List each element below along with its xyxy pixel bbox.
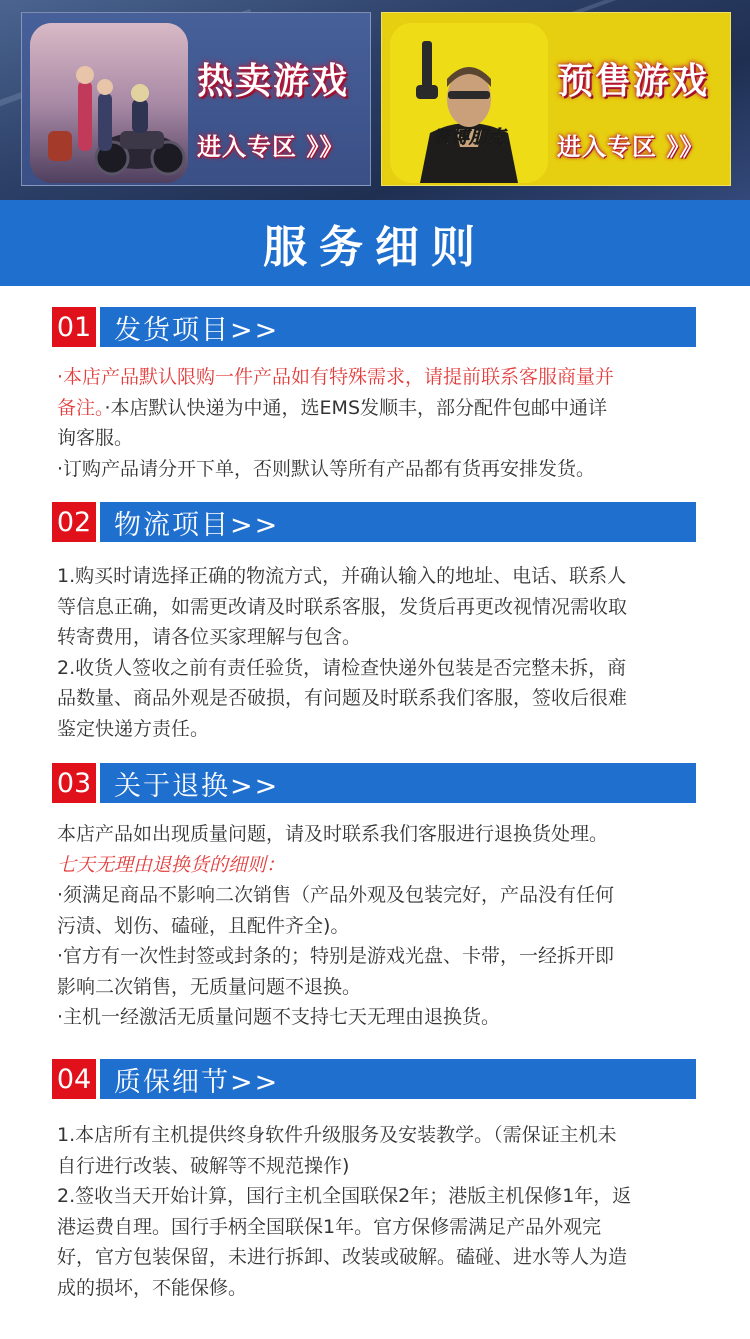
section-01-header [52, 307, 696, 347]
presale-games-card[interactable] [381, 12, 731, 186]
text-line: 1.购买时请选择正确的物流方式，并确认输入的地址、电话、联系人 [57, 565, 627, 587]
section-01-body [57, 362, 697, 484]
text-line: 影响二次销售，无质量问题不退换。 [57, 975, 362, 998]
section-03-body [57, 819, 697, 1033]
text-line: ·须满足商品不影响二次销售（产品外观及包装完好，产品没有任何 [57, 884, 615, 906]
cyberpunk-logo: 赛博朋克 [433, 127, 505, 148]
text-line: ·主机一经激活无质量问题不支持七天无理由退换货。 [57, 1006, 501, 1028]
text-line: 等信息正确，如需更改请及时联系客服，发货后再更改视情况需收取 [57, 595, 628, 618]
text-line [57, 393, 697, 424]
text-line: 自行进行改装、破解等不规范操作) [57, 1154, 350, 1177]
text-line: 七天无理由退换货的细则： [57, 853, 286, 876]
text-line: 港运费自理。国行手柄全国联保1年。官方保修需满足产品外观完 [57, 1215, 602, 1238]
text-line: ·官方有一次性封签或封条的；特别是游戏光盘、卡带，一经拆开即 [57, 945, 615, 967]
section-03-header [52, 763, 696, 803]
presale-games-title: 预售游戏 [557, 61, 710, 102]
section-number: 02 [52, 502, 96, 542]
hot-games-title: 热卖游戏 [197, 61, 350, 102]
section-number: 04 [52, 1059, 96, 1099]
text-line-part: ·本店默认快递为中通，选EMS发顺丰，部分配件包邮中通详 [104, 396, 608, 419]
text-line: 成的损坏，不能保修。 [57, 1276, 248, 1299]
hot-games-enter-link[interactable]: 进入专区 》》 [197, 133, 345, 161]
presale-games-artwork [390, 23, 548, 183]
text-line: 品数量、商品外观是否破损，有问题及时联系我们客服，签收后很难 [57, 687, 628, 709]
text-line: 1.本店所有主机提供终身软件升级服务及安装教学。（需保证主机未 [57, 1124, 617, 1146]
text-line: 好，官方包装保留，未进行拆卸、改装或破解。磕碰、进水等人为造 [57, 1246, 628, 1268]
section-number: 03 [52, 763, 96, 803]
text-line: 鉴定快递方责任。 [57, 717, 210, 740]
presale-games-enter-link[interactable]: 进入专区 》》 [557, 133, 705, 161]
text-line: 转寄费用，请各位买家理解与包含。 [57, 626, 362, 648]
section-02-header [52, 502, 696, 542]
top-banner [0, 0, 750, 200]
text-line: 询客服。 [57, 427, 134, 449]
page-title: 服务细则 [263, 222, 487, 273]
text-line: 2.签收当天开始计算，国行主机全国联保2年；港版主机保修1年，返 [57, 1185, 632, 1207]
text-line: 本店产品如出现质量问题，请及时联系我们客服进行退换货处理。 [57, 823, 609, 845]
text-line-red-part: 备注。 [57, 396, 105, 419]
text-line: ·订购产品请分开下单，否则默认等所有产品都有货再安排发货。 [57, 457, 596, 480]
text-line: ·本店产品默认限购一件产品如有特殊需求，请提前联系客服商量并 [57, 366, 615, 388]
section-title: 质保细节>> [100, 1059, 696, 1099]
section-04-body [57, 1120, 697, 1303]
presale-games-thumbnail [390, 23, 548, 183]
section-04-header [52, 1059, 696, 1099]
hot-games-thumbnail [30, 23, 188, 183]
text-line: 2.收货人签收之前有责任验货，请检查快递外包装是否完整未拆，商 [57, 656, 627, 679]
section-02-body [57, 561, 697, 744]
section-title: 物流项目>> [100, 502, 696, 542]
section-number: 01 [52, 307, 96, 347]
section-title: 关于退换>> [100, 763, 696, 803]
text-line: 污渍、划伤、磕碰，且配件齐全)。 [57, 914, 350, 937]
hot-games-card[interactable] [21, 12, 371, 186]
service-rules-header [0, 200, 750, 286]
section-title: 发货项目>> [100, 307, 696, 347]
hot-games-artwork [30, 23, 188, 183]
